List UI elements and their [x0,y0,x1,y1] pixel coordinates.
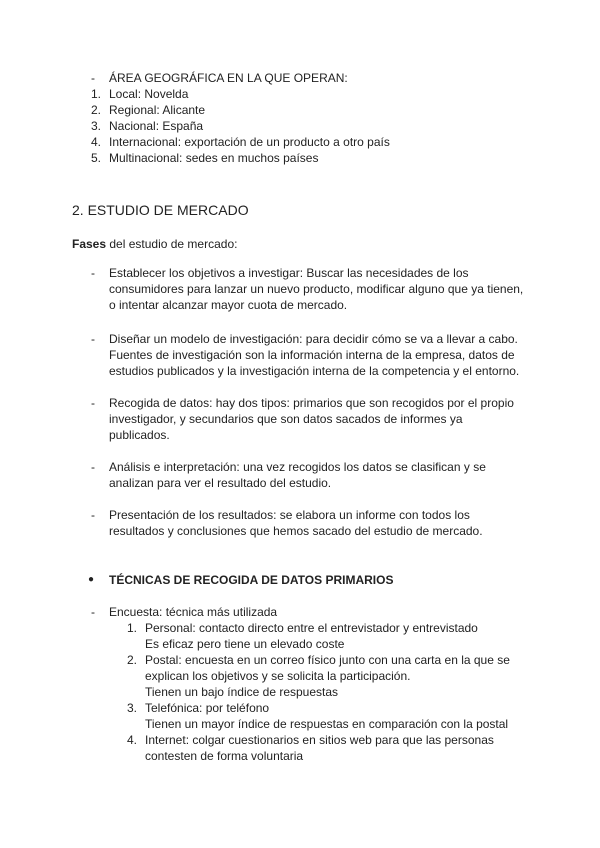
list-number: 3. [127,701,138,715]
phases-intro-bold: Fases [72,237,107,251]
list-item [0,86,600,102]
phase-line: Presentación de los resultados: se elabora un informe con todos los [109,508,470,522]
phase-line: investigador, y secundarios que son datos sacados de informes ya [109,412,463,426]
list-number: 4. [91,135,102,149]
list-item-text: Internacional: exportación de un producto a otro país [109,135,390,149]
dash-marker: - [91,71,95,85]
phase-line: Establecer los objetivos a investigar: Buscar las necesidades de los [109,266,469,280]
dash-marker: - [91,605,95,619]
list-item-text: Nacional: España [109,119,204,133]
dash-marker: - [91,508,95,522]
area-list [0,70,600,166]
list-number: 5. [91,151,102,165]
list-item [0,134,600,150]
bullet-icon: ● [88,574,95,585]
list-number: 2. [91,103,102,117]
list-number: 4. [127,733,138,747]
list-number: 1. [127,621,138,635]
phase-line: Análisis e interpretación: una vez recogidos los datos se clasifican y se [109,460,486,474]
list-item-text: Multinacional: sedes en muchos países [109,151,319,165]
subitem-line: Personal: contacto directo entre el entrevistador y entrevistado [145,621,478,635]
subitem-line: Internet: colgar cuestionarios en sitios web para que las personas [145,733,494,747]
phase-line: o intentar alcanzar mayor cuota de mercado. [109,298,348,312]
list-item [0,150,600,166]
phases-intro-text: del estudio de mercado: [106,237,238,251]
subitem-line: Telefónica: por teléfono [145,701,270,715]
phase-line: analizan para ver el resultado del estudio. [109,476,332,490]
subitem-line: Tienen un bajo índice de respuestas [145,685,339,699]
techniques-heading-text: TÉCNICAS DE RECOGIDA DE DATOS PRIMARIOS [109,573,394,587]
section-heading: 2. ESTUDIO DE MERCADO [72,202,249,218]
list-number: 3. [91,119,102,133]
dash-marker: - [91,396,95,410]
list-item [0,102,600,118]
dash-marker: - [91,460,95,474]
phase-line: publicados. [109,428,170,442]
list-item [0,118,600,134]
list-number: 1. [91,87,102,101]
dash-marker: - [91,332,95,346]
area-header-text: ÁREA GEOGRÁFICA EN LA QUE OPERAN: [109,71,348,85]
area-header [0,70,600,86]
subitem-line: contesten de forma voluntaria [145,749,304,763]
phase-line: consumidores para lanzar un nuevo producto, modificar alguno que ya tienen, [109,282,524,296]
phase-line: Fuentes de investigación son la información interna de la empresa, datos de [109,348,515,362]
subitem-line: explican los objetivos y se solicita la participación. [145,669,411,683]
phase-line: Recogida de datos: hay dos tipos: primarios que son recogidos por el propio [109,396,514,410]
list-item-text: Regional: Alicante [109,103,206,117]
dash-marker: - [91,266,95,280]
subitem-line: Es eficaz pero tiene un elevado coste [145,637,345,651]
phase-line: resultados y conclusiones que hemos sacado del estudio de mercado. [109,524,483,538]
phase-line: Diseñar un modelo de investigación: para decidir cómo se va a llevar a cabo. [109,332,518,346]
list-item-text: Local: Novelda [109,87,189,101]
subitem-line: Postal: encuesta en un correo físico junto con una carta en la que se [145,653,510,667]
phase-line: estudios publicados y la investigación interna de la competencia y el entorno. [109,364,520,378]
survey-text: Encuesta: técnica más utilizada [109,605,278,619]
subitem-line: Tienen un mayor índice de respuestas en comparación con la postal [145,717,509,731]
list-number: 2. [127,653,138,667]
phases-intro [72,236,600,252]
